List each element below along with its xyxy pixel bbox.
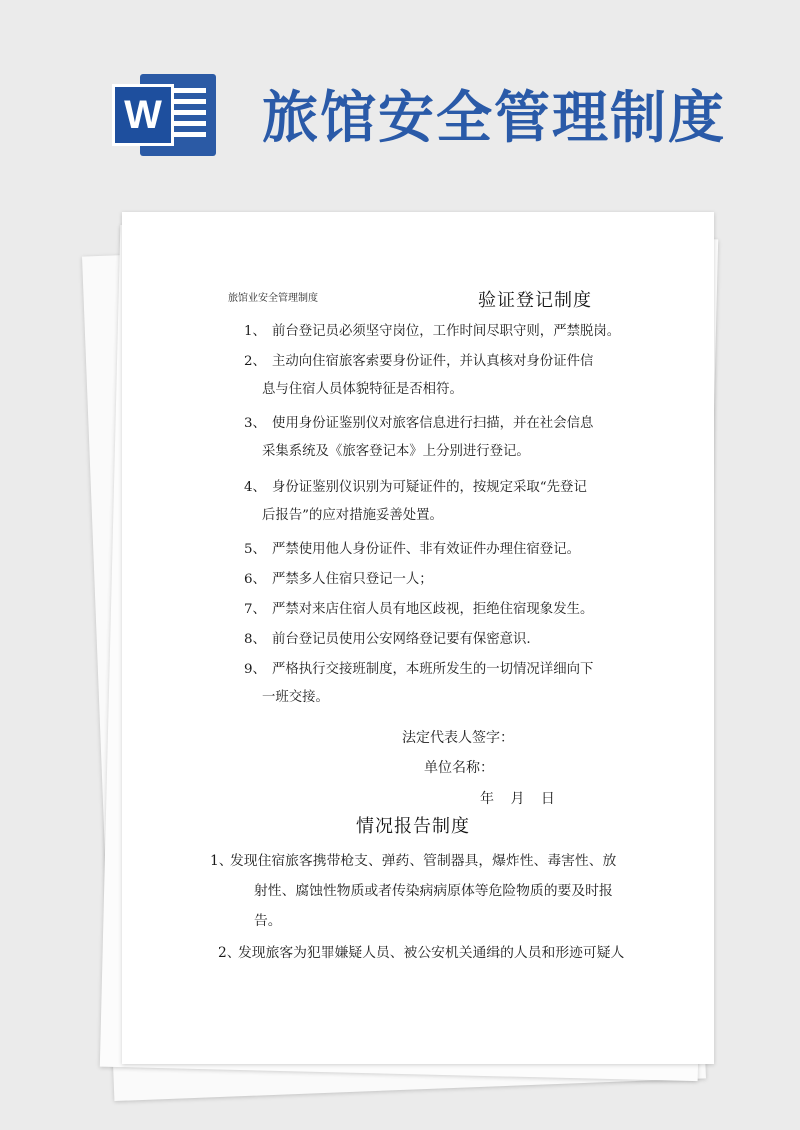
item-text: 严禁对来店住宿人员有地区歧视，拒绝住宿现象发生。	[272, 602, 594, 617]
item-text: 前台登记员必须坚守岗位，工作时间尽职守则，严禁脱岗。	[272, 324, 621, 339]
item-number: 3、	[244, 416, 266, 431]
item-text: 严禁使用他人身份证件、非有效证件办理住宿登记。	[272, 542, 580, 557]
list-item	[244, 656, 593, 712]
unit-name-label: 单位名称：	[424, 760, 494, 776]
banner-title: 旅馆安全管理制度	[262, 86, 726, 151]
item-number: 4、	[244, 480, 266, 495]
item-text-continued: 息与住宿人员体貌特征是否相符。	[262, 382, 463, 397]
document-header-label: 旅馆业安全管理制度	[228, 293, 318, 304]
section-title-reporting: 情况报告制度	[356, 816, 470, 837]
list-item	[244, 626, 531, 654]
item-number: 9、	[244, 662, 266, 677]
word-icon-letter: W	[112, 84, 174, 146]
item-number: 1、	[244, 324, 266, 339]
signature-label: 法定代表人签字：	[402, 730, 514, 746]
list-item	[244, 474, 587, 530]
item-number: 8、	[244, 632, 266, 647]
item-text: 严格执行交接班制度，本班所发生的一切情况详细向下	[272, 662, 594, 677]
item-number: 7、	[244, 602, 266, 617]
item-text: 使用身份证鉴别仪对旅客信息进行扫描，并在社会信息	[272, 416, 594, 431]
item-number: 1、	[210, 853, 233, 869]
item-number: 5、	[244, 542, 266, 557]
list-item	[210, 846, 616, 936]
item-text-continued: 采集系统及《旅客登记本》上分别进行登记。	[262, 444, 530, 459]
item-text: 主动向住宿旅客索要身份证件，并认真核对身份证件信	[272, 354, 594, 369]
item-text: 严禁多人住宿只登记一人；	[272, 572, 433, 587]
list-item	[244, 536, 580, 564]
list-item	[218, 938, 624, 968]
date-label: 年 月 日	[480, 791, 555, 807]
item-text: 发现住宿旅客携带枪支、弹药、管制器具，爆炸性、毒害性、放	[230, 853, 617, 869]
list-item	[244, 566, 433, 594]
item-text-continued: 告。	[254, 913, 282, 929]
item-number: 2、	[244, 354, 266, 369]
item-text: 前台登记员使用公安网络登记要有保密意识.	[272, 632, 531, 647]
item-text: 发现旅客为犯罪嫌疑人员、被公安机关通缉的人员和形迹可疑人	[238, 945, 625, 961]
list-item	[244, 410, 593, 466]
item-number: 6、	[244, 572, 266, 587]
item-text-continued: 后报告”的应对措施妥善处置。	[262, 508, 443, 523]
list-item	[244, 348, 593, 404]
word-document-icon	[112, 70, 216, 160]
section-title-verification: 验证登记制度	[478, 290, 592, 311]
item-text-continued: 射性、腐蚀性物质或者传染病病原体等危险物质的要及时报	[254, 883, 613, 899]
list-item	[244, 318, 620, 346]
item-number: 2、	[218, 945, 241, 961]
word-icon-lines	[170, 88, 206, 143]
item-text: 身份证鉴别仪识别为可疑证件的，按规定采取“先登记	[272, 480, 587, 495]
list-item	[244, 596, 593, 624]
item-text-continued: 一班交接。	[262, 690, 329, 705]
